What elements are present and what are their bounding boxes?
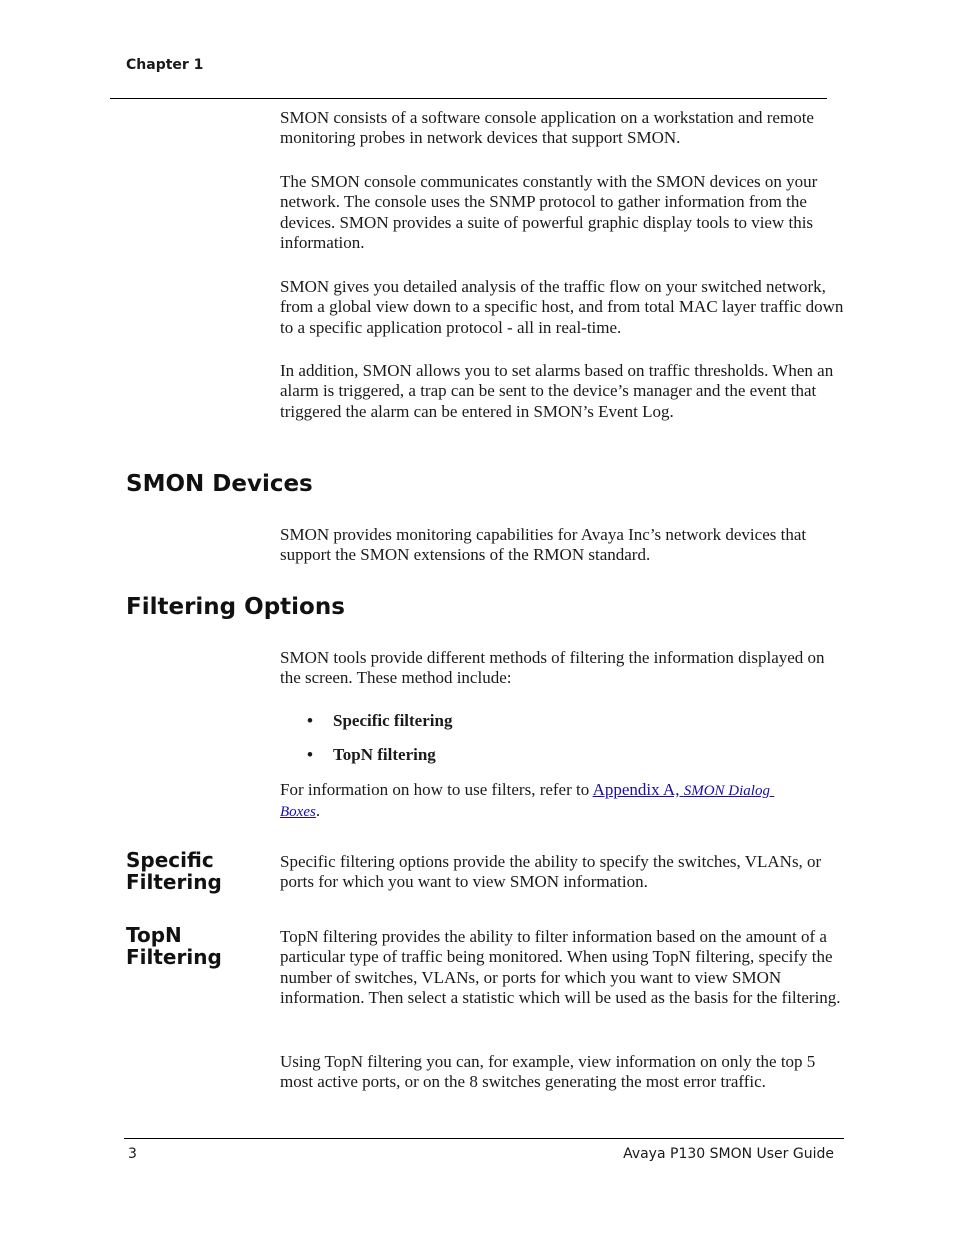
header-rule — [110, 98, 827, 99]
bullet-dot: • — [307, 745, 313, 764]
bullet-item: • Specific filtering — [307, 711, 453, 730]
heading-smon-devices: SMON Devices — [126, 471, 313, 497]
filter-reference-paragraph: For information on how to use filters, refer to Appendix A, SMON Dialog Boxes. — [280, 780, 845, 823]
heading-filtering-options: Filtering Options — [126, 594, 345, 620]
page-number: 3 — [128, 1146, 137, 1162]
bullet-dot: • — [307, 711, 313, 730]
appendix-a-link-continued[interactable]: Boxes — [280, 804, 316, 821]
heading-specific-filtering: Specific Filtering — [126, 848, 222, 894]
intro-paragraph-4: In addition, SMON allows you to set alarms based on traffic thresholds. When an alarm is triggered, a trap can be sent to the device’s manager and the event that triggered the alarm can be entered in SMON’s Event Log. — [280, 361, 834, 421]
appendix-a-link[interactable]: Appendix A, SMON Dialog — [592, 780, 770, 799]
specific-filtering-paragraph: Specific filtering options provide the ability to specify the switches, VLANs, or ports for which you want to view SMON information. — [280, 852, 822, 892]
intro-paragraph-3: SMON gives you detailed analysis of the traffic flow on your switched network, from a global view down to a specific host, and from total MAC layer traffic down to a specific application protocol - all in real-time. — [280, 277, 844, 337]
topn-filtering-paragraph-2: Using TopN filtering you can, for example, view information on only the top 5 most active ports, or on the 8 switches generating the most error traffic. — [280, 1052, 816, 1092]
bullet-item: • TopN filtering — [307, 745, 436, 764]
chapter-label: Chapter 1 — [126, 57, 204, 73]
intro-paragraph-2: The SMON console communicates constantly with the SMON devices on your network. The console uses the SNMP protocol to gather information from the devices. SMON provides a suite of powerful graphic display tools to view this information. — [280, 172, 818, 253]
footer-rule — [124, 1138, 844, 1139]
document-title: Avaya P130 SMON User Guide — [623, 1146, 834, 1162]
smon-devices-paragraph: SMON provides monitoring capabilities for Avaya Inc’s network devices that support the SMON extensions of the RMON standard. — [280, 525, 807, 565]
heading-topn-filtering: TopN Filtering — [126, 923, 222, 969]
topn-filtering-paragraph-1: TopN filtering provides the ability to filter information based on the amount of a particular type of traffic being monitored. When using TopN filtering, specify the number of switches, VLANs, or ports for which you want to view SMON information. Then select a statistic which will be used as the basis for the filtering. — [280, 927, 841, 1008]
filtering-options-paragraph: SMON tools provide different methods of filtering the information displayed on the screen. These method include: — [280, 648, 825, 688]
intro-paragraph-1: SMON consists of a software console application on a workstation and remote monitoring probes in network devices that support SMON. — [280, 108, 814, 148]
